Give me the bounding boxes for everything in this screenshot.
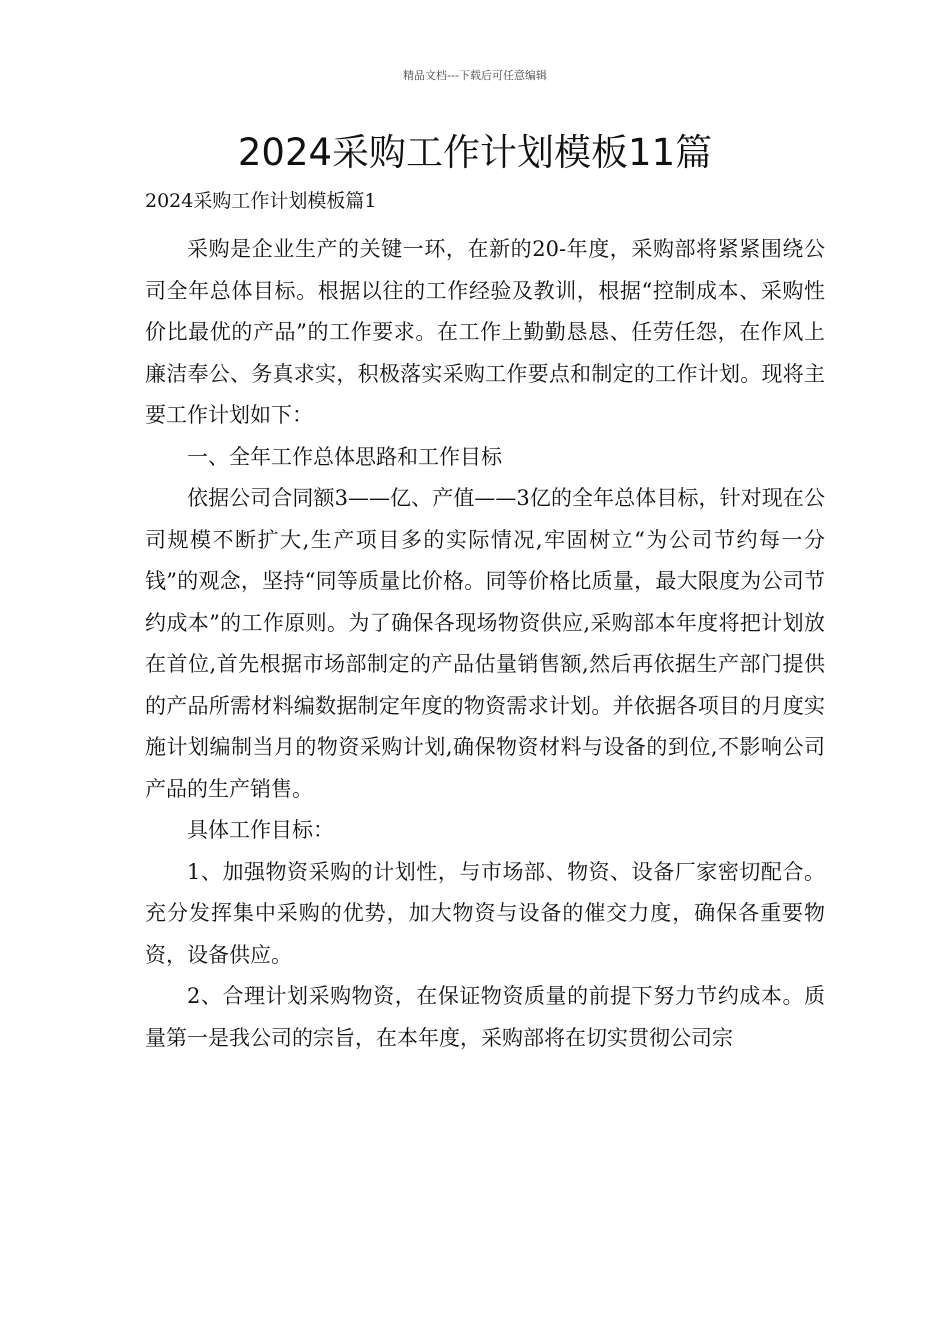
paragraph-intro: 采购是企业生产的关键一环，在新的20-年度，采购部将紧紧围绕公司全年总体目标。根据以往的工作经验及教训，根据“控制成本、采购性价比最优的产品”的工作要求。在工作上勤勤恳恳、任劳任怨，在作风上廉洁奉公、务真求实，积极落实采购工作要点和制定的工作计划。现将主要工作计划如下： — [145, 237, 825, 427]
document-subtitle: 2024采购工作计划模板篇1 — [145, 190, 377, 212]
paragraph-goal-2: 2、合理计划采购物资，在保证物资质量的前提下努力节约成本。质量第一是我公司的宗旨，在本年度，采购部将在切实贯彻公司宗 — [145, 984, 825, 1050]
page-header-note: 精品文档---下载后可任意编辑 — [403, 69, 547, 82]
document-body — [145, 229, 825, 1059]
paragraph-goal-1: 1、加强物资采购的计划性，与市场部、物资、设备厂家密切配合。充分发挥集中采购的优势，加大物资与设备的催交力度，确保各重要物资，设备供应。 — [145, 859, 825, 967]
goals-heading: 具体工作目标： — [187, 818, 334, 842]
section-heading: 一、全年工作总体思路和工作目标 — [187, 444, 502, 469]
paragraph-overview: 依据公司合同额3——亿、产值——3亿的全年总体目标，针对现在公司规模不断扩大,生产项目多的实际情况,牢固树立“为公司节约每一分钱”的观念，坚持“同等质量比价格。同等价格比质量，最大限度为公司节约成本”的工作原则。为了确保各现场物资供应,采购部本年度将把计划放在首位,首先根据市场部制定的产品估量销售额,然后再依据生产部门提供的产品所需材料编数据制定年度的物资需求计划。并依据各项目的月度实施计划编制当月的物资采购计划,确保物资材料与设备的到位,不影响公司产品的生产销售。 — [145, 486, 825, 801]
document-title: 2024采购工作计划模板11篇 — [237, 131, 713, 174]
